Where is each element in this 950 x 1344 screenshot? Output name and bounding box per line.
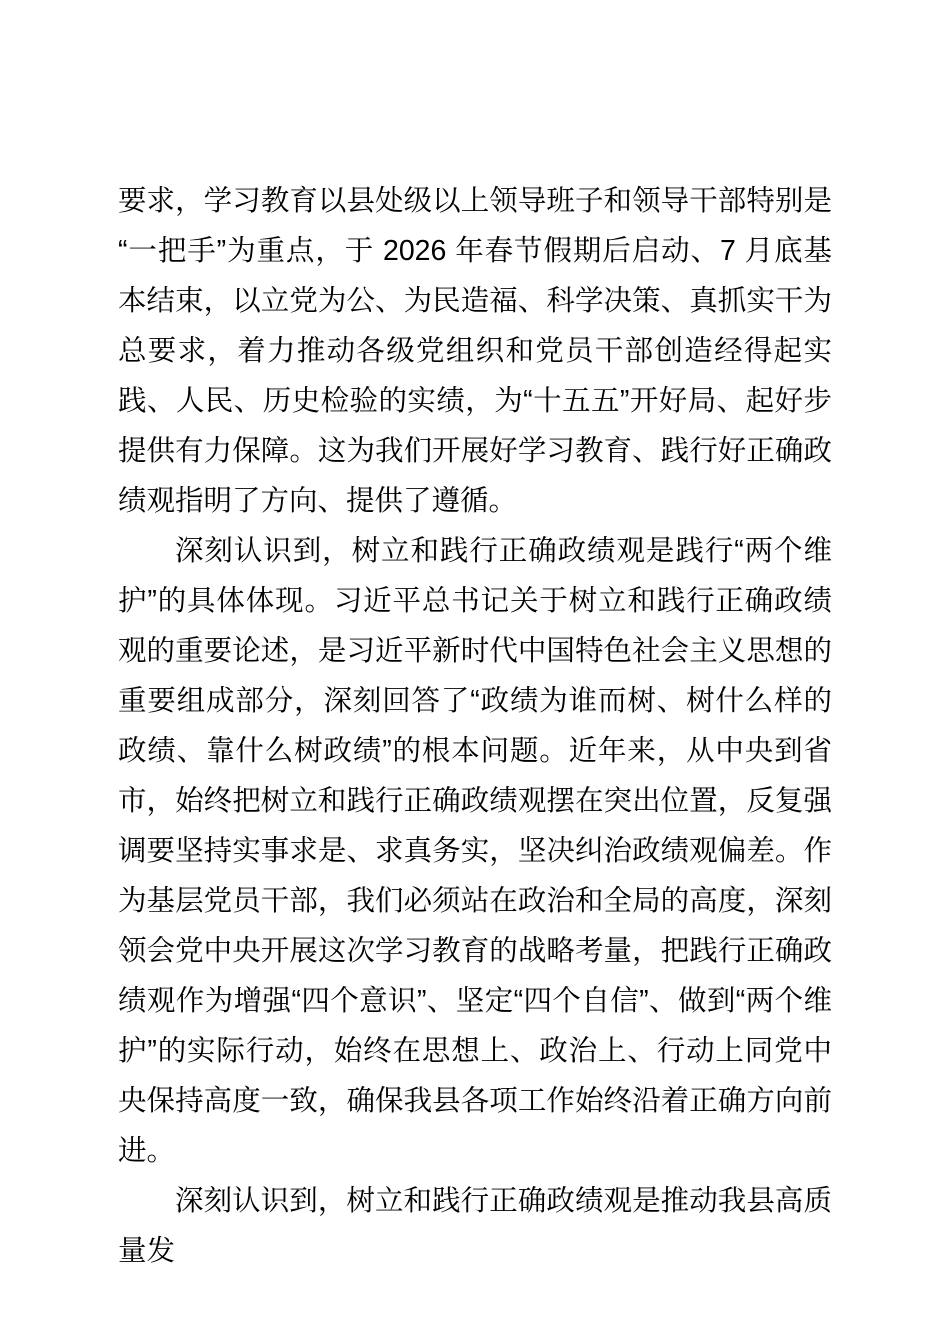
document-body (118, 176, 832, 1276)
paragraph-1: 要求，学习教育以县处级以上领导班子和领导干部特别是“一把手”为重点，于 2026 年春节假期后启动、7 月底基本结束，以立党为公、为民造福、科学决策、真抓实干为总要求，着力推动各级党组织和党员干部创造经得起实践、人民、历史检验的实绩，为“十五五”开好局、起好步提供有力保障。这为我们开展好学习教育、践行好正确政绩观指明了方向、提供了遵循。 (118, 185, 832, 517)
paragraph-2: 深刻认识到，树立和践行正确政绩观是践行“两个维护”的具体体现。习近平总书记关于树立和践行正确政绩观的重要论述，是习近平新时代中国特色社会主义思想的重要组成部分，深刻回答了“政绩为谁而树、树什么样的政绩、靠什么树政绩”的根本问题。近年来，从中央到省市，始终把树立和践行正确政绩观摆在突出位置，反复强调要坚持实事求是、求真务实，坚决纠治政绩观偏差。作为基层党员干部，我们必须站在政治和全局的高度，深刻领会党中央开展这次学习教育的战略考量，把践行正确政绩观作为增强“四个意识”、坚定“四个自信”、做到“两个维护”的实际行动，始终在思想上、政治上、行动上同党中央保持高度一致，确保我县各项工作始终沿着正确方向前进。 (118, 535, 832, 1167)
paragraph-3: 深刻认识到，树立和践行正确政绩观是推动我县高质量发 (118, 1185, 832, 1267)
